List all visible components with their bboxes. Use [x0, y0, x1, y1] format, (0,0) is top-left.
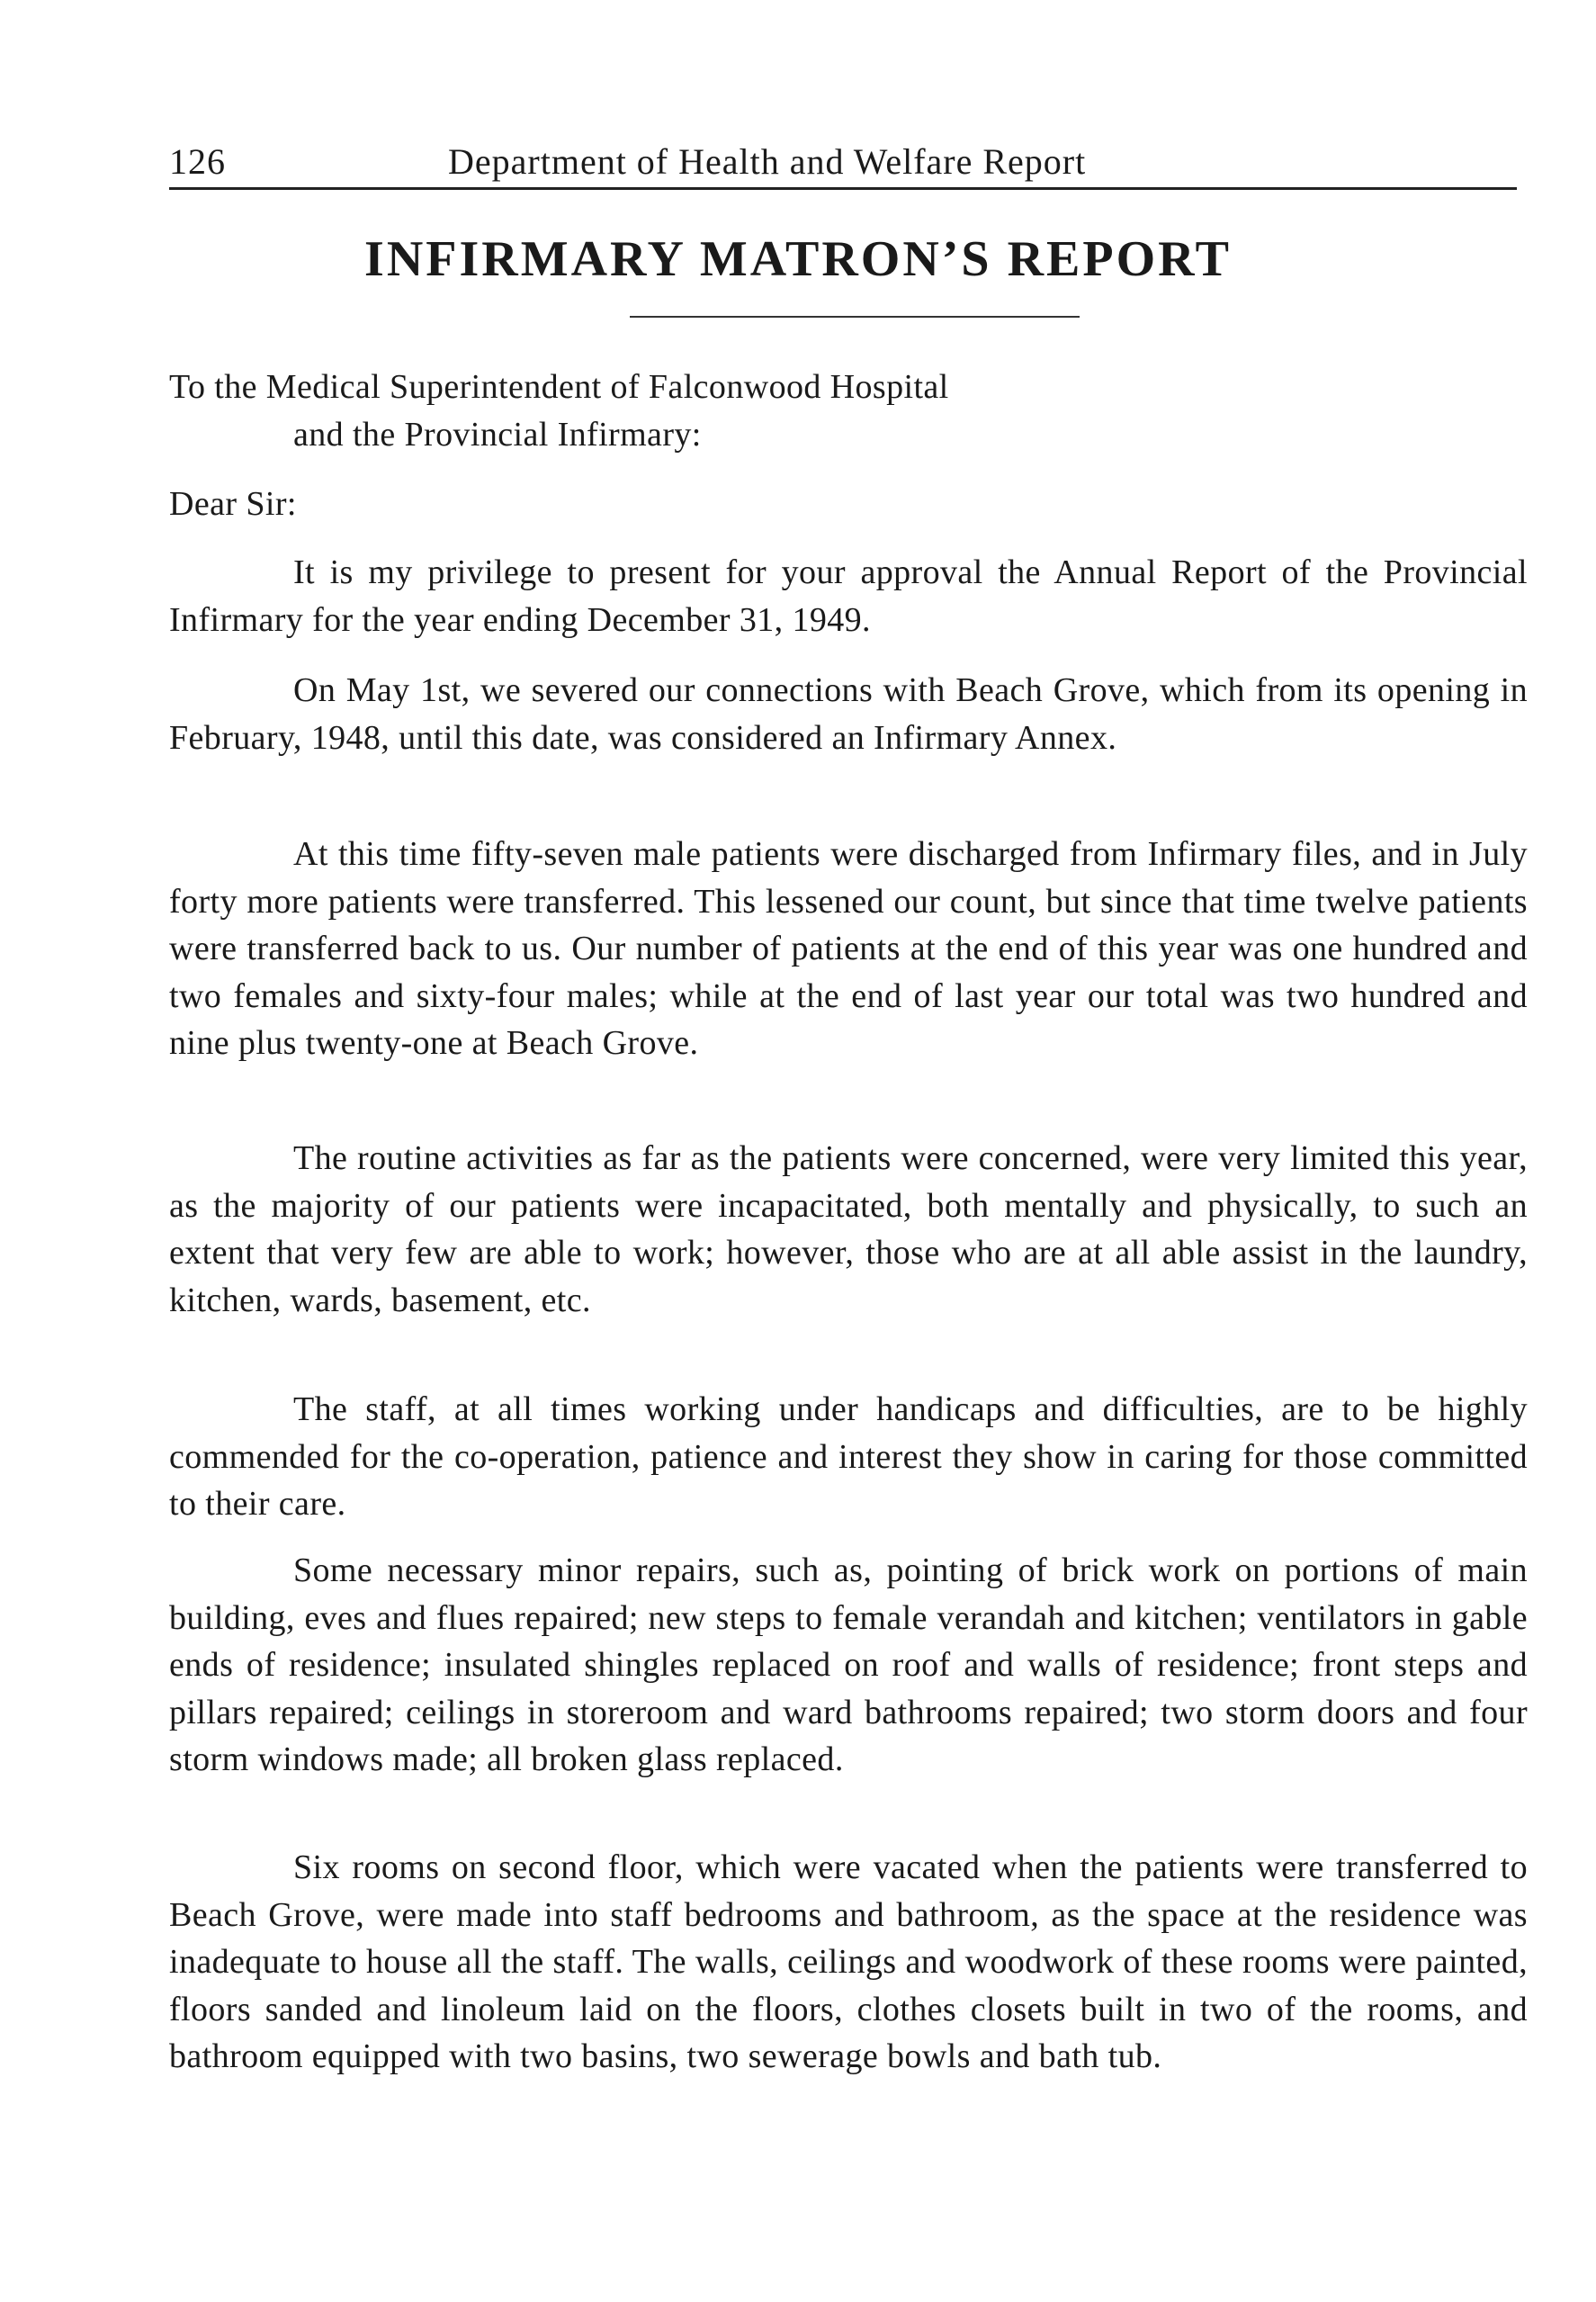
page-number: 126	[169, 141, 226, 182]
title-divider	[630, 316, 1080, 318]
running-header	[169, 137, 1517, 190]
addressee-line-2: and the Provincial Infirmary:	[293, 415, 702, 454]
salutation: Dear Sir:	[169, 485, 297, 523]
running-title: Department of Health and Welfare Report	[448, 141, 1087, 182]
paragraph-patient-count: At this time fifty-seven male patients were discharged from Infirmary files, and in July forty more patients were transferred. This lessened our count, but since that time twelve patients were transferred back to us. Our number of patients at the end of this year was one hundred and two females and sixty-four males; while at the end of last year our total was two hundred and nine plus twenty-one at Beach Grove.	[169, 835, 1528, 1062]
paragraph-staff-rooms: Six rooms on second floor, which were vacated when the patients were transferred to Beach Grove, were made into staff bedrooms and bathroom, as the space at the residence was inadequate to house all the staff. The walls, ceilings and woodwork of these rooms were painted, floors sanded and linoleum laid on the floors, clothes closets built in two of the rooms, and bathroom equipped with two basins, two sewerage bowls and bath tub.	[169, 1848, 1528, 2075]
paragraph-beach-grove: On May 1st, we severed our connections with Beach Grove, which from its opening in February, 1948, until this date, was considered an Infirmary Annex.	[169, 671, 1528, 757]
paragraph-repairs: Some necessary minor repairs, such as, pointing of brick work on portions of main building, eves and flues repaired; new steps to female verandah and kitchen; ventilators in gable ends of residence; insulated shingles replaced on roof and walls of residence; front steps and pillars repaired; ceilings in storeroom and ward bathrooms repaired; two storm doors and four storm windows made; all broken glass replaced.	[169, 1551, 1528, 1778]
paragraph-annual-report-intro: It is my privilege to present for your approval the Annual Report of the Provincial Infirmary for the year ending December 31, 1949.	[169, 553, 1528, 639]
addressee-line-1: To the Medical Superintendent of Falconwood Hospital	[169, 368, 949, 406]
paragraph-staff: The staff, at all times working under handicaps and difficulties, are to be highly commended for the co-operation, patience and interest they show in caring for those committed to their care.	[169, 1390, 1528, 1523]
paragraph-routine-activities: The routine activities as far as the patients were concerned, were very limited this year, as the majority of our patients were incapacitated, both mentally and physically, to such an extent that very few are able to work; however, those who are at all able assist in the laundry, kitchen, wards, basement, etc.	[169, 1139, 1528, 1319]
report-title: INFIRMARY MATRON’S REPORT	[364, 231, 1232, 287]
addressee-block	[169, 364, 1528, 458]
